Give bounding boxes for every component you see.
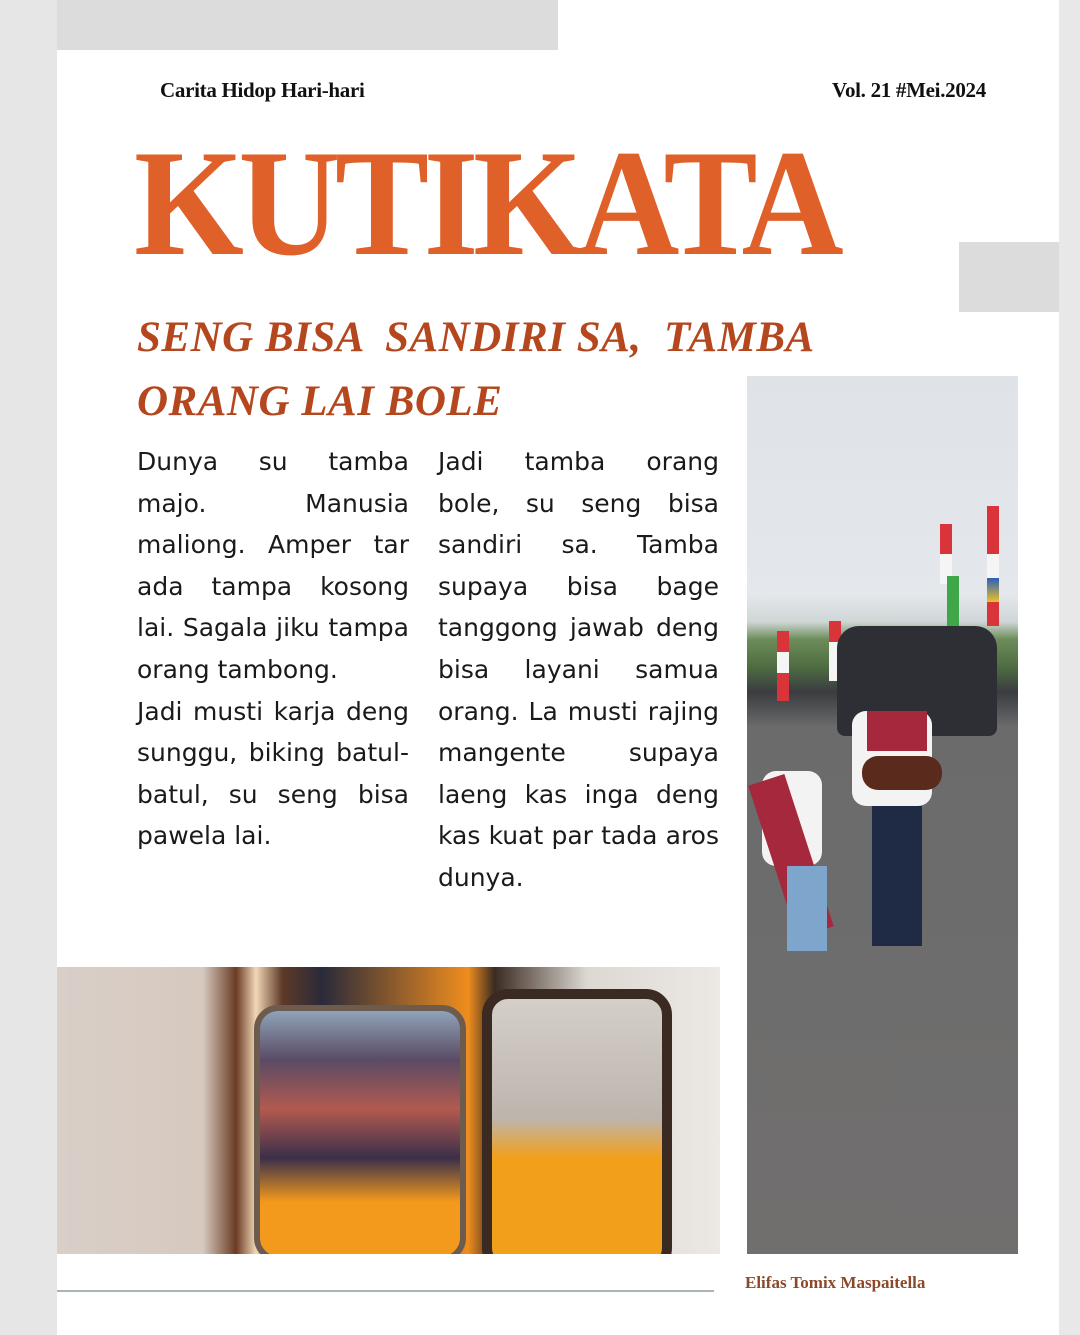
headline-line-1: SENG BISA SANDIRI SA, TAMBA (137, 314, 815, 361)
flag-icon (947, 576, 959, 626)
placeholder-block-top (57, 0, 558, 50)
paragraph: Jadi tamba orang bole, su seng bisa sandiri sa. Tamba supaya bisa bage tanggong jawab deng bisa layani samua orang. La musti rajing mangente supaya laeng kas inga deng kas kuat par tada aros dunya. (438, 447, 719, 892)
footer-divider (57, 1290, 714, 1292)
ferry-photo (57, 967, 720, 1254)
issue-label: Vol. 21 #Mei.2024 (832, 78, 986, 102)
flag-icon (777, 631, 789, 701)
paragraph: Dunya su tamba majo. Manusia maliong. Amper tar ada tampa kosong lai. Sagala jiku tampa orang tambong. (137, 447, 409, 684)
flag-icon (987, 506, 999, 626)
placeholder-block-right (959, 242, 1059, 312)
open-porthole-door (482, 989, 672, 1254)
article-column-1 (137, 441, 409, 857)
porthole-window (254, 1005, 466, 1254)
headline-line-2: ORANG LAI BOLE (137, 378, 503, 425)
section-kicker: Carita Hidop Hari-hari (160, 78, 365, 102)
kids-photo (747, 376, 1018, 1254)
jeans (787, 866, 827, 951)
masthead-title: KUTIKATA (134, 119, 839, 287)
dark-jeans (872, 806, 922, 946)
flag-icon (940, 524, 952, 584)
author-byline: Elifas Tomix Maspaitella (745, 1273, 926, 1292)
background-strip (1059, 0, 1080, 1335)
ukulele (862, 756, 942, 790)
article-column-2 (438, 441, 719, 899)
paragraph: Jadi musti karja deng sunggu, biking batul-batul, su seng bisa pawela lai. (137, 696, 409, 851)
red-sash (867, 711, 927, 751)
